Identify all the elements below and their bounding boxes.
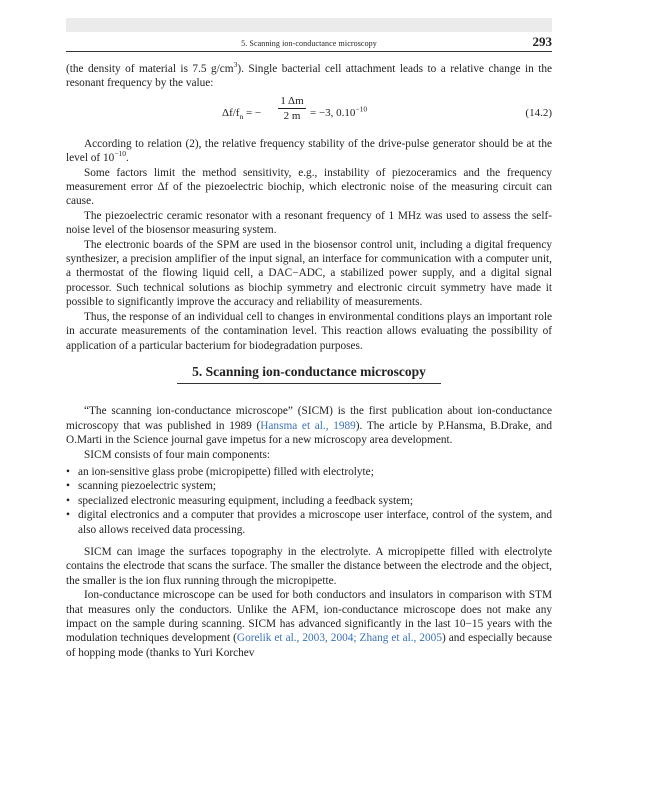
citation-gorelik-zhang[interactable]: Gorelik et al., 2003, 2004; Zhang et al., 2005: [236, 632, 442, 645]
section-title: 5. Scanning ion-conductance microscopy: [177, 365, 441, 384]
equation-14-2: [66, 93, 552, 129]
paragraph-sicm-history: “The scanning ion-conductance microscope” (SICM) is the first publication about ion-conductance microscopy that was published in 1989 (Hansma et al., 1989). The article by P.Hansma, B.Drake, and O.Marti in the Science journal gave impetus for a new microscopy area development.: [66, 405, 552, 447]
page-header: [66, 35, 552, 52]
list-item: • digital electronics and a computer that provides a microscope user interface, control of the system, and also allows received data processing.: [66, 508, 552, 537]
fraction-denominator: 2 m: [283, 109, 301, 122]
paragraph-factors: Some factors limit the method sensitivity, e.g., instability of piezoceramics and the frequency measurement error Δf of the piezoelectric biochip, which electronic noise of the measuring circuit can cause.: [66, 166, 552, 208]
paragraph-comparison: Ion-conductance microscope can be used for both conductors and insulators in comparison with STM that measures only the conductors. Unlike the AFM, ion-conductance microscope does not make any impact on the sample during scanning. SICM has advanced significantly in the last 10−15 years with the modulation techniques development (Gorelik et al., 2003, 2004; Zhang et al., 2005) and especially because of hopping mode (thanks to Yuri Korchev: [66, 589, 552, 659]
paragraph-resonator: The piezoelectric ceramic resonator with a resonant frequency of 1 MHz was used to assess the self-noise level of the biosensor measuring system.: [66, 209, 552, 237]
equation-rhs: = −3, $0.10^{-10}$: [310, 104, 368, 119]
paragraph-relation: According to relation (2), the relative frequency stability of the drive-pulse generator should be at the level of $10^{-10}$.: [66, 137, 552, 165]
equation-number: (14.2): [525, 106, 552, 119]
top-bar: [66, 18, 552, 32]
list-item: • scanning piezoelectric system;: [66, 479, 552, 493]
paragraph-topography: SICM can image the surfaces topography in the electrolyte. A micropipette filled with electrolyte contains the electrode that scans the surface. The smaller the distance between the electrode and the object, the smaller is the ion flux running through the micropipette.: [66, 545, 552, 587]
body-text: [66, 62, 552, 660]
list-item: • an ion-sensitive glass probe (micropipette) filled with electrolyte;: [66, 465, 552, 479]
equation-lhs: $\Delta f/f_n$ = −: [222, 106, 262, 121]
page-number: 293: [532, 34, 552, 49]
equation-fraction: [278, 95, 306, 122]
paragraph-response: Thus, the response of an individual cell to changes in environmental conditions plays an important role in accurate measurements of the contamination level. This reaction allows evaluating the possibility of application of a particular bacterium for biodegradation purposes.: [66, 310, 552, 352]
intro-paragraph: (the density of material is 7.5 $g/cm^3$). Single bacterial cell attachment leads to a relative change in the resonant frequency by the value:: [66, 60, 552, 90]
running-title: 5. Scanning ion-conductance microscopy: [241, 39, 377, 48]
paragraph-electronics: The electronic boards of the SPM are used in the biosensor control unit, including a digital frequency synthesizer, a precision amplifier of the input signal, an interface for communication with a computer unit, a thermostat of the flowing liquid cell, a DAC−ADC, a stabilized power supply, and a digital signal processor. Such technical solutions as biochip symmetry and electronic circuit symmetry have made it possible to significantly improve the accuracy and reliability of measurements.: [66, 238, 552, 309]
list-item: • specialized electronic measuring equipment, including a feedback system;: [66, 494, 552, 508]
components-list: [66, 465, 552, 537]
section-heading: [66, 365, 552, 384]
citation-hansma[interactable]: Hansma et al., 1989: [260, 419, 356, 432]
paragraph-components-intro: SICM consists of four main components:: [84, 448, 271, 461]
fraction-numerator: 1 Δm: [278, 95, 306, 109]
